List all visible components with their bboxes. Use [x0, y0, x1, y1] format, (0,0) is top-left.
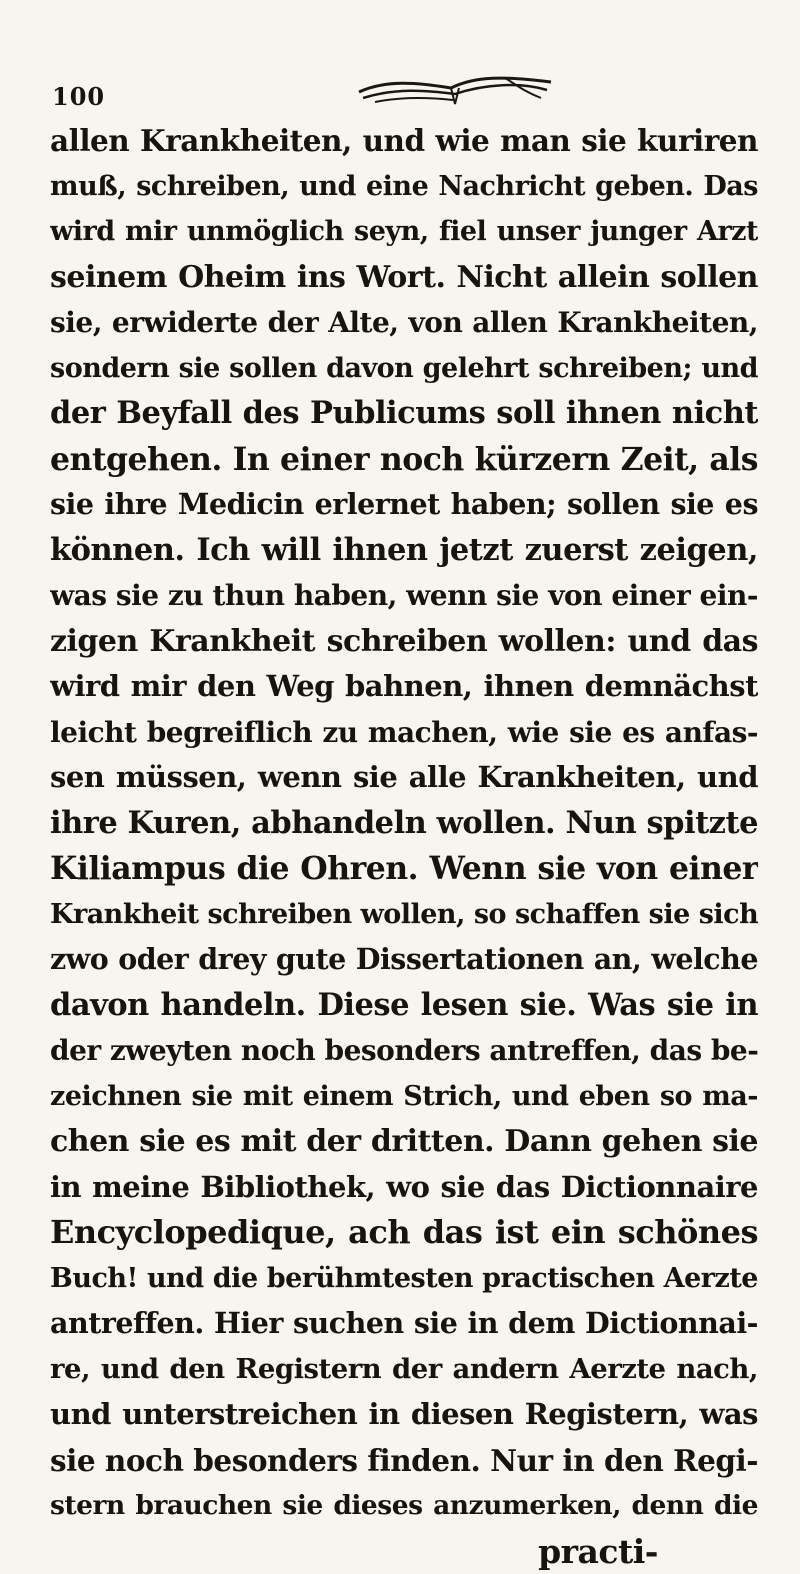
text-line: und unterstreichen in diesen Registern, was	[50, 1392, 758, 1438]
text-line: in meine Bibliothek, wo sie das Dictionnaire	[50, 1165, 758, 1211]
text-line: zigen Krankheit schreiben wollen: und das	[50, 619, 758, 665]
text-line: stern brauchen sie dieses anzumerken, denn die	[50, 1483, 758, 1529]
text-line: der zweyten noch besonders antreffen, das be-	[50, 1028, 758, 1074]
text-line: seinem Oheim ins Wort. Nicht allein sollen	[50, 255, 758, 301]
text-line: leicht begreiflich zu machen, wie sie es anfas-	[50, 710, 758, 756]
text-line: können. Ich will ihnen jetzt zuerst zeigen,	[50, 528, 758, 574]
text-line: sondern sie sollen davon gelehrt schreiben; und	[50, 346, 758, 392]
text-line: sie ihre Medicin erlernet haben; sollen sie es	[50, 482, 758, 528]
text-line: sen müssen, wenn sie alle Krankheiten, und	[50, 755, 758, 801]
text-line: der Beyfall des Publicums soll ihnen nicht	[50, 391, 758, 437]
text-line: davon handeln. Diese lesen sie. Was sie in	[50, 983, 758, 1029]
text-line: zeichnen sie mit einem Strich, und eben so ma-	[50, 1074, 758, 1120]
text-line: was sie zu thun haben, wenn sie von einer ein-	[50, 573, 758, 619]
text-line: allen Krankheiten, und wie man sie kuriren	[50, 118, 758, 164]
page-number: 100	[52, 82, 105, 111]
text-line: antreffen. Hier suchen sie in dem Dictionnai-	[50, 1301, 758, 1347]
text-line: wird mir unmöglich seyn, fiel unser junger Arzt	[50, 209, 758, 255]
text-line: ihre Kuren, abhandeln wollen. Nun spitzte	[50, 801, 758, 847]
text-line: Krankheit schreiben wollen, so schaffen sie sich	[50, 892, 758, 938]
body-text	[50, 118, 758, 1574]
text-line: entgehen. In einer noch kürzern Zeit, als	[50, 437, 758, 483]
text-line: re, und den Registern der andern Aerzte nach,	[50, 1347, 758, 1393]
printer-ornament	[355, 70, 555, 110]
text-line: sie noch besonders finden. Nur in den Regi-	[50, 1438, 758, 1484]
text-line: Encyclopedique, ach das ist ein schönes	[50, 1210, 758, 1256]
text-line: Kiliampus die Ohren. Wenn sie von einer	[50, 846, 758, 892]
catchword: practi-	[50, 1529, 758, 1574]
text-line: zwo oder drey gute Dissertationen an, welche	[50, 937, 758, 983]
text-line: Buch! und die berühmtesten practischen Aerzte	[50, 1256, 758, 1302]
text-line: chen sie es mit der dritten. Dann gehen sie	[50, 1119, 758, 1165]
text-line: muß, schreiben, und eine Nachricht geben. Das	[50, 164, 758, 210]
text-line: wird mir den Weg bahnen, ihnen demnächst	[50, 664, 758, 710]
text-line: sie, erwiderte der Alte, von allen Krankheiten,	[50, 300, 758, 346]
